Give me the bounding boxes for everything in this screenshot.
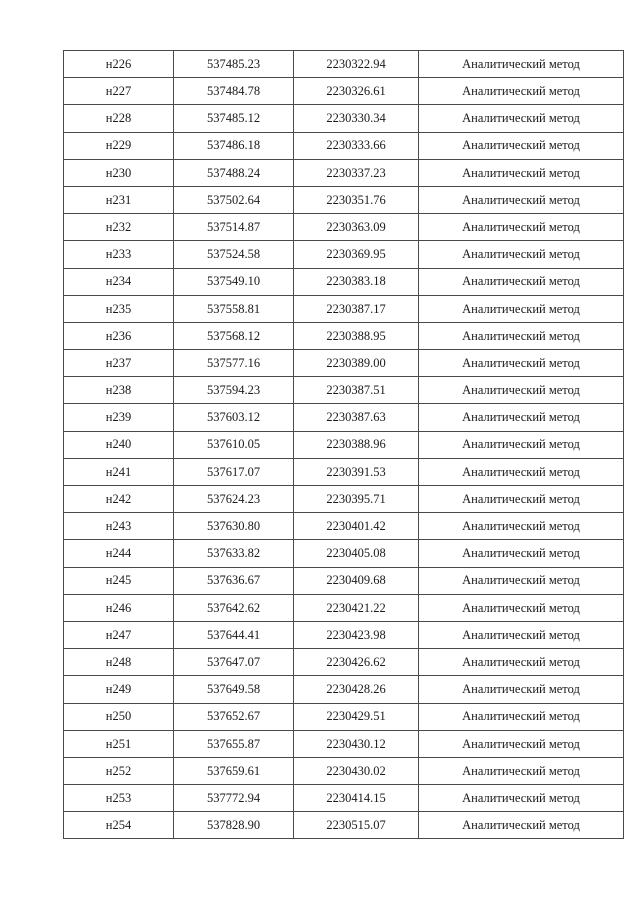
method-cell: Аналитический метод [419,51,624,78]
y-coordinate-cell: 2230387.17 [294,295,419,322]
point-id-cell: н236 [64,322,174,349]
x-coordinate-cell: 537644.41 [174,621,294,648]
y-coordinate-cell: 2230387.63 [294,404,419,431]
point-id-cell: н237 [64,350,174,377]
x-coordinate-cell: 537610.05 [174,431,294,458]
method-cell: Аналитический метод [419,431,624,458]
x-coordinate-cell: 537624.23 [174,486,294,513]
table-row [64,322,624,349]
table-row [64,186,624,213]
method-cell: Аналитический метод [419,567,624,594]
method-cell: Аналитический метод [419,241,624,268]
point-id-cell: н239 [64,404,174,431]
x-coordinate-cell: 537772.94 [174,785,294,812]
method-cell: Аналитический метод [419,268,624,295]
point-id-cell: н243 [64,513,174,540]
x-coordinate-cell: 537647.07 [174,649,294,676]
x-coordinate-cell: 537558.81 [174,295,294,322]
y-coordinate-cell: 2230421.22 [294,594,419,621]
point-id-cell: н233 [64,241,174,268]
y-coordinate-cell: 2230388.96 [294,431,419,458]
y-coordinate-cell: 2230363.09 [294,214,419,241]
y-coordinate-cell: 2230389.00 [294,350,419,377]
point-id-cell: н246 [64,594,174,621]
point-id-cell: н238 [64,377,174,404]
table-row [64,757,624,784]
y-coordinate-cell: 2230388.95 [294,322,419,349]
table-row [64,785,624,812]
point-id-cell: н242 [64,486,174,513]
x-coordinate-cell: 537524.58 [174,241,294,268]
method-cell: Аналитический метод [419,159,624,186]
table-row [64,51,624,78]
y-coordinate-cell: 2230387.51 [294,377,419,404]
table-row [64,812,624,839]
method-cell: Аналитический метод [419,105,624,132]
x-coordinate-cell: 537828.90 [174,812,294,839]
table-row [64,676,624,703]
x-coordinate-cell: 537485.12 [174,105,294,132]
x-coordinate-cell: 537568.12 [174,322,294,349]
y-coordinate-cell: 2230330.34 [294,105,419,132]
y-coordinate-cell: 2230369.95 [294,241,419,268]
x-coordinate-cell: 537630.80 [174,513,294,540]
method-cell: Аналитический метод [419,703,624,730]
method-cell: Аналитический метод [419,649,624,676]
table-row [64,513,624,540]
table-row [64,730,624,757]
table-row [64,350,624,377]
point-id-cell: н235 [64,295,174,322]
table-row [64,458,624,485]
point-id-cell: н228 [64,105,174,132]
y-coordinate-cell: 2230405.08 [294,540,419,567]
point-id-cell: н227 [64,78,174,105]
x-coordinate-cell: 537502.64 [174,186,294,213]
point-id-cell: н240 [64,431,174,458]
y-coordinate-cell: 2230391.53 [294,458,419,485]
x-coordinate-cell: 537484.78 [174,78,294,105]
y-coordinate-cell: 2230515.07 [294,812,419,839]
method-cell: Аналитический метод [419,812,624,839]
y-coordinate-cell: 2230333.66 [294,132,419,159]
method-cell: Аналитический метод [419,78,624,105]
point-id-cell: н231 [64,186,174,213]
table-row [64,404,624,431]
point-id-cell: н229 [64,132,174,159]
method-cell: Аналитический метод [419,186,624,213]
x-coordinate-cell: 537649.58 [174,676,294,703]
x-coordinate-cell: 537617.07 [174,458,294,485]
table-row [64,159,624,186]
method-cell: Аналитический метод [419,404,624,431]
table-row [64,241,624,268]
method-cell: Аналитический метод [419,486,624,513]
method-cell: Аналитический метод [419,458,624,485]
point-id-cell: н248 [64,649,174,676]
point-id-cell: н226 [64,51,174,78]
method-cell: Аналитический метод [419,594,624,621]
point-id-cell: н232 [64,214,174,241]
y-coordinate-cell: 2230322.94 [294,51,419,78]
coordinates-table [63,50,624,839]
x-coordinate-cell: 537659.61 [174,757,294,784]
y-coordinate-cell: 2230351.76 [294,186,419,213]
x-coordinate-cell: 537655.87 [174,730,294,757]
y-coordinate-cell: 2230414.15 [294,785,419,812]
table-row [64,431,624,458]
x-coordinate-cell: 537642.62 [174,594,294,621]
x-coordinate-cell: 537633.82 [174,540,294,567]
point-id-cell: н250 [64,703,174,730]
point-id-cell: н252 [64,757,174,784]
method-cell: Аналитический метод [419,295,624,322]
table-row [64,703,624,730]
table-row [64,540,624,567]
method-cell: Аналитический метод [419,377,624,404]
point-id-cell: н230 [64,159,174,186]
method-cell: Аналитический метод [419,214,624,241]
x-coordinate-cell: 537652.67 [174,703,294,730]
point-id-cell: н234 [64,268,174,295]
method-cell: Аналитический метод [419,730,624,757]
y-coordinate-cell: 2230426.62 [294,649,419,676]
table-row [64,594,624,621]
point-id-cell: н247 [64,621,174,648]
method-cell: Аналитический метод [419,322,624,349]
x-coordinate-cell: 537488.24 [174,159,294,186]
table-row [64,486,624,513]
y-coordinate-cell: 2230395.71 [294,486,419,513]
table-row [64,105,624,132]
y-coordinate-cell: 2230423.98 [294,621,419,648]
x-coordinate-cell: 537514.87 [174,214,294,241]
y-coordinate-cell: 2230430.02 [294,757,419,784]
table-row [64,295,624,322]
point-id-cell: н254 [64,812,174,839]
table-row [64,214,624,241]
y-coordinate-cell: 2230337.23 [294,159,419,186]
table-row [64,621,624,648]
method-cell: Аналитический метод [419,132,624,159]
point-id-cell: н253 [64,785,174,812]
point-id-cell: н241 [64,458,174,485]
method-cell: Аналитический метод [419,676,624,703]
table-row [64,567,624,594]
table-row [64,377,624,404]
y-coordinate-cell: 2230430.12 [294,730,419,757]
table-row [64,132,624,159]
table-row [64,268,624,295]
y-coordinate-cell: 2230383.18 [294,268,419,295]
x-coordinate-cell: 537485.23 [174,51,294,78]
x-coordinate-cell: 537577.16 [174,350,294,377]
x-coordinate-cell: 537603.12 [174,404,294,431]
x-coordinate-cell: 537636.67 [174,567,294,594]
table-row [64,649,624,676]
coordinates-table-body [64,51,624,839]
x-coordinate-cell: 537594.23 [174,377,294,404]
method-cell: Аналитический метод [419,785,624,812]
x-coordinate-cell: 537549.10 [174,268,294,295]
y-coordinate-cell: 2230401.42 [294,513,419,540]
point-id-cell: н249 [64,676,174,703]
point-id-cell: н245 [64,567,174,594]
y-coordinate-cell: 2230429.51 [294,703,419,730]
table-row [64,78,624,105]
point-id-cell: н251 [64,730,174,757]
point-id-cell: н244 [64,540,174,567]
y-coordinate-cell: 2230428.26 [294,676,419,703]
x-coordinate-cell: 537486.18 [174,132,294,159]
method-cell: Аналитический метод [419,621,624,648]
y-coordinate-cell: 2230326.61 [294,78,419,105]
method-cell: Аналитический метод [419,540,624,567]
method-cell: Аналитический метод [419,513,624,540]
method-cell: Аналитический метод [419,757,624,784]
method-cell: Аналитический метод [419,350,624,377]
y-coordinate-cell: 2230409.68 [294,567,419,594]
